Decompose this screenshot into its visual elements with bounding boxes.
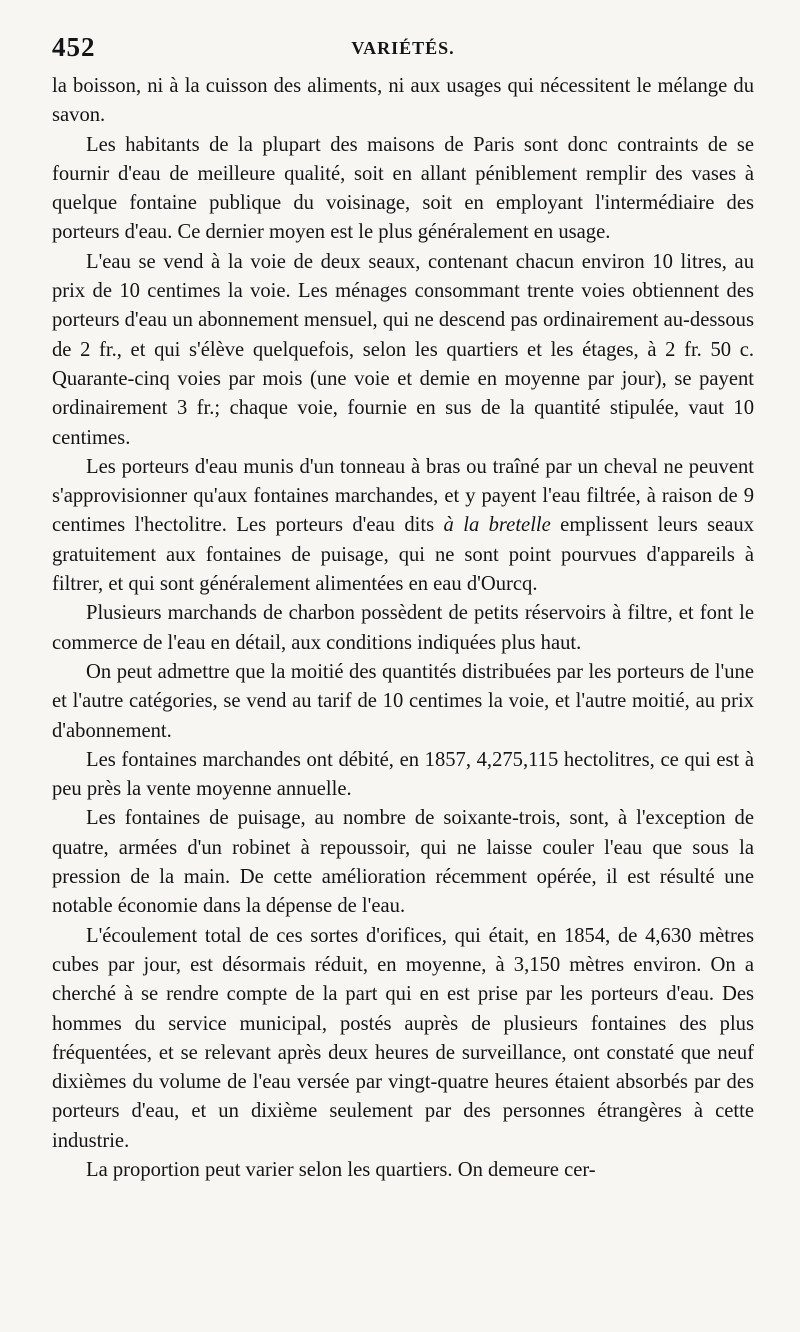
paragraph: On peut admettre que la moitié des quantités distribuées par les porteurs de l'une et l'autre catégories, se vend au tarif de 10 centimes la voie, et l'autre moitié, au prix d'abonnement.	[52, 660, 754, 742]
paragraph	[52, 453, 754, 599]
body-text	[52, 72, 754, 1185]
running-head	[52, 28, 754, 72]
text-run: Les porteurs d'eau munis d'un tonneau à bras ou traîné par un cheval ne peuvent s'approvisionner qu'aux fontaines marchandes, et y payent l'eau filtrée, à raison de 9 centimes l'hectolitre. Les porteurs d'eau dits	[52, 455, 754, 537]
paragraph: Plusieurs marchands de charbon possèdent de petits réservoirs à filtre, et font le commerce de l'eau en détail, aux conditions indiquées plus haut.	[52, 602, 754, 654]
paragraph: Les habitants de la plupart des maisons de Paris sont donc contraints de se fournir d'eau de meilleure qualité, soit en allant péniblement remplir des vases à quelque fontaine publique du voisinage, soit en employant l'intermédiaire des porteurs d'eau. Ce dernier moyen est le plus généralement en usage.	[52, 133, 754, 244]
page-number: 452	[52, 32, 96, 62]
italic-phrase: à la bretelle	[443, 514, 551, 537]
paragraph-last: La proportion peut varier selon les quartiers. On demeure cer-	[86, 1158, 596, 1181]
paragraph: Les fontaines de puisage, au nombre de soixante-trois, sont, à l'exception de quatre, armées d'un robinet à repoussoir, qui ne laisse couler l'eau que sous la pression de la main. De cette amélioration récemment opérée, il est résulté une notable économie dans la dépense de l'eau.	[52, 807, 754, 918]
text-run: emplissent leurs seaux gratuitement aux fontaines de puisage, qui ne sont point pourvues d'appareils à filtrer, et qui sont généralement alimentées en eau d'Ourcq.	[52, 514, 755, 596]
paragraph: Les fontaines marchandes ont débité, en 1857, 4,275,115 hectolitres, ce qui est à peu près la vente moyenne annuelle.	[52, 748, 754, 801]
paragraph: L'écoulement total de ces sortes d'orifices, qui était, en 1854, de 4,630 mètres cubes par jour, est désormais réduit, en moyenne, à 3,150 mètres environ. On a cherché à se rendre compte de la part qui en est prise par les porteurs d'eau. Des hommes du service municipal, postés auprès de plusieurs fontaines des plus fréquentées, et se relevant après deux heures de surveillance, ont constaté que neuf dixièmes du volume de l'eau versée par vingt-quatre heures étaient absorbés par des porteurs d'eau, et un dixième seulement par des personnes étrangères à cette industrie.	[52, 924, 754, 1152]
paragraph: L'eau se vend à la voie de deux seaux, contenant chacun environ 10 litres, au prix de 10 centimes la voie. Les ménages consommant trente voies obtiennent des porteurs d'eau un abonnement mensuel, qui ne descend pas ordinairement au-dessous de 2 fr., et qui s'élève quelquefois, selon les quartiers et les étages, à 2 fr. 50 c. Quarante-cinq voies par mois (une voie et demie en moyenne par jour), se payent ordinairement 3 fr.; chaque voie, fournie en sus de la quantité stipulée, vaut 10 centimes.	[52, 250, 754, 449]
paragraph-continued: la boisson, ni à la cuisson des aliments, ni aux usages qui nécessitent le mélange du savon.	[52, 75, 754, 127]
section-title: VARIÉTÉS.	[351, 38, 455, 58]
